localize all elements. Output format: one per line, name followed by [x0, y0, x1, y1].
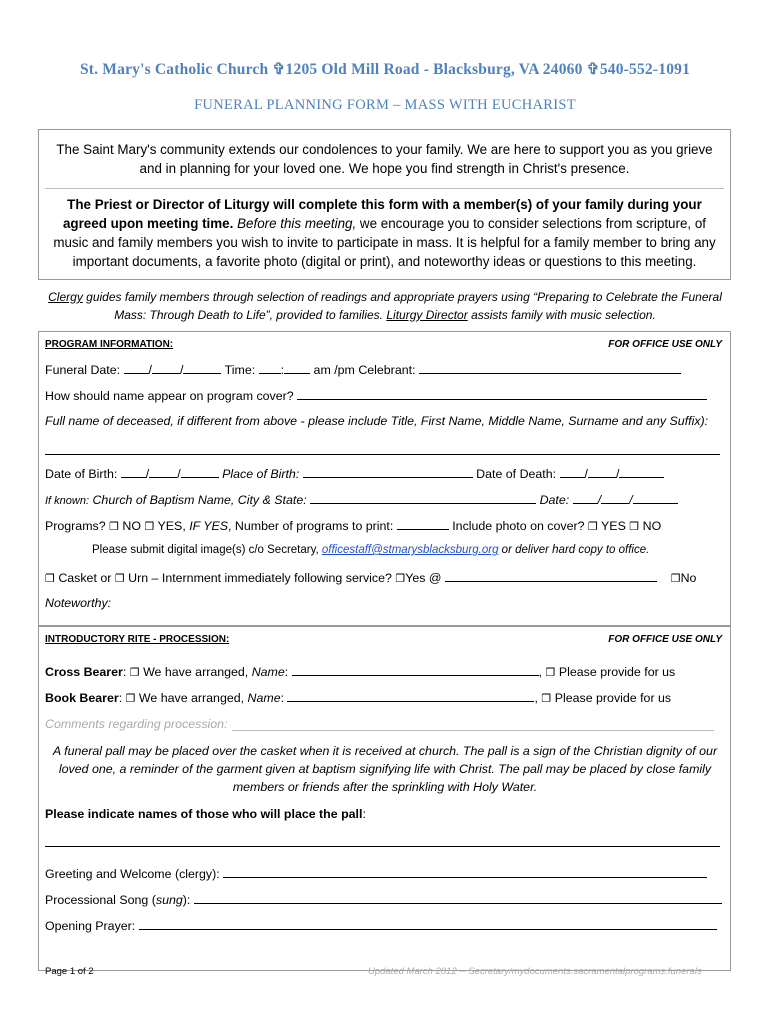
page-number: Page 1 of 2	[45, 966, 94, 977]
pall-names-label-text: Please indicate names of those who will place the pall	[45, 807, 363, 821]
cross-arranged-label: We have arranged,	[143, 665, 249, 679]
if-known-label: If known:	[45, 495, 90, 507]
intro-rest: we encourage you to consider selections from scripture, of music and family members you wish to invite to participate in mass. It is helpful for a family member to bring any important documents, a favorite photo (digital or print), and noteworthy ideas or questions to this meeting.	[53, 216, 716, 269]
interment-no-label: No	[680, 571, 697, 585]
if-yes-label: IF YES	[189, 519, 229, 533]
photo-no-checkbox[interactable]: ❐	[629, 520, 640, 533]
footer-updated: Updated March 2012 -- Secretary/mydocuments.sacramentalprograms.funerals	[368, 966, 702, 977]
liturgy-label: Liturgy Director	[386, 307, 468, 322]
time-minute[interactable]	[284, 362, 310, 374]
noteworthy-label: Noteworthy:	[45, 596, 112, 610]
cross-bearer-field[interactable]	[292, 664, 539, 676]
processional-label: Processional Song (	[45, 893, 156, 907]
photo-no-label: NO	[642, 519, 662, 533]
procession-heading-colon: :	[225, 634, 230, 645]
cross-provide-label: Please provide for us	[558, 665, 676, 679]
baptism-row: If known: Church of Baptism Name, City & State: Date: / /	[45, 492, 678, 507]
time-hour[interactable]	[259, 362, 281, 374]
baptism-day[interactable]	[601, 492, 629, 504]
baptism-month[interactable]	[573, 492, 598, 504]
cross-bearer-row: Cross Bearer: ❐ We have arranged, Name: , ❐ Please provide for us	[45, 665, 676, 679]
funeral-date-day[interactable]	[152, 362, 180, 374]
dod-day[interactable]	[588, 466, 616, 478]
programs-row	[45, 518, 661, 533]
greeting-row	[45, 866, 707, 881]
clergy-text: guides family members through selection of readings and appropriate prayers using “Preparing to Celebrate the Funeral Mass: Through Death to Life”, provided to families.	[86, 290, 722, 322]
program-office-use: FOR OFFICE USE ONLY	[608, 339, 722, 350]
sung-label: sung	[155, 893, 183, 907]
casket-checkbox[interactable]: ❐	[45, 572, 55, 585]
opening-prayer-field[interactable]	[139, 918, 717, 930]
clergy-note	[40, 289, 730, 324]
ampm-label: am /pm	[313, 363, 355, 377]
program-heading: PROGRAM INFORMATION:	[45, 339, 174, 350]
liturgy-text: assists family with music selection.	[471, 307, 656, 322]
book-provide-label: Please provide for us	[554, 691, 672, 705]
birth-death-row: Date of Birth: / / Place of Birth: Date of Death: / /	[45, 466, 664, 481]
book-provide-checkbox[interactable]: ❐	[541, 692, 552, 705]
programs-no-label: NO	[122, 519, 141, 533]
procession-heading-text: INTRODUCTORY RITE - PROCESSION	[45, 634, 226, 645]
pall-names-label: Please indicate names of those who will place the pall:	[45, 807, 366, 821]
casket-label: Casket or	[58, 571, 112, 585]
pall-names-field[interactable]	[45, 846, 720, 847]
cover-name-field[interactable]	[297, 388, 707, 400]
interment-no-checkbox[interactable]: ❐	[670, 572, 681, 585]
book-bearer-field[interactable]	[287, 690, 534, 702]
cross-bearer-label: Cross Bearer	[45, 665, 123, 679]
photo-yes-checkbox[interactable]: ❐	[587, 520, 598, 533]
num-programs-label: , Number of programs to print:	[228, 519, 394, 533]
church-header: St. Mary's Catholic Church ✞1205 Old Mill Road - Blacksburg, VA 24060 ✞540-552-1091	[79, 61, 691, 78]
pob-label: Place of Birth:	[222, 467, 300, 481]
cross-arranged-checkbox[interactable]: ❐	[129, 666, 140, 679]
book-bearer-row: Book Bearer: ❐ We have arranged, Name: , ❐ Please provide for us	[45, 691, 672, 705]
funeral-date-label: Funeral Date:	[45, 363, 121, 377]
intro-italic: Before this meeting,	[237, 216, 357, 231]
baptism-date-label: Date:	[539, 493, 570, 507]
pob-field[interactable]	[303, 466, 473, 478]
urn-label: Urn – Internment immediately following service?	[128, 571, 392, 585]
celebrant-label: Celebrant:	[358, 363, 416, 377]
processional-field[interactable]	[194, 892, 722, 904]
programs-label: Programs?	[45, 519, 106, 533]
funeral-date-year[interactable]	[183, 362, 221, 374]
submit-note	[92, 544, 649, 556]
programs-yes-checkbox[interactable]: ❐	[144, 520, 155, 533]
book-arranged-checkbox[interactable]: ❐	[125, 692, 136, 705]
form-title: FUNERAL PLANNING FORM – MASS WITH EUCHARIST	[194, 97, 576, 113]
opening-prayer-row	[45, 918, 717, 933]
comments-field[interactable]	[232, 730, 714, 731]
funeral-date-month[interactable]	[124, 362, 149, 374]
dob-month[interactable]	[121, 466, 146, 478]
casket-urn-row	[45, 570, 696, 585]
office-email-link[interactable]: officestaff@stmarysblacksburg.org	[321, 544, 499, 556]
processional-end: ):	[182, 893, 191, 907]
opening-prayer-label: Opening Prayer:	[45, 919, 136, 933]
celebrant-field[interactable]	[419, 362, 681, 374]
cover-name-row	[45, 388, 707, 403]
submit-text: Please submit digital image(s) c/o Secretary,	[92, 544, 319, 556]
procession-office-use: FOR OFFICE USE ONLY	[608, 634, 722, 645]
comments-label: Comments regarding procession:	[45, 717, 228, 731]
intro-instructions	[47, 195, 722, 271]
greeting-label: Greeting and Welcome (clergy):	[45, 867, 220, 881]
dob-day[interactable]	[149, 466, 177, 478]
interment-yes-checkbox[interactable]: ❐	[395, 572, 406, 585]
urn-checkbox[interactable]: ❐	[114, 572, 125, 585]
cover-name-label: How should name appear on program cover?	[45, 389, 294, 403]
cross-name-label: Name	[251, 665, 285, 679]
dod-label: Date of Death:	[476, 467, 557, 481]
comments-label-text: Comments regarding procession	[45, 717, 225, 731]
programs-yes-label: YES,	[157, 519, 186, 533]
dob-label: Date of Birth:	[45, 467, 118, 481]
baptism-label: Church of Baptism Name, City & State:	[92, 493, 307, 507]
interment-location-field[interactable]	[445, 570, 657, 582]
dob-year[interactable]	[181, 466, 219, 478]
fullname-label: Full name of deceased, if different from above - please include Title, First Name, Middle Name, Surname and any Suffix):	[45, 414, 709, 428]
cross-provide-checkbox[interactable]: ❐	[545, 666, 556, 679]
funeral-date-row: Funeral Date: / / Time: : am /pm Celebrant:	[45, 362, 681, 377]
book-name-label: Name	[247, 691, 281, 705]
intro-bold: The Priest or Director of Liturgy will complete this form with a member(s) of your family during your agreed upon meeting time.	[62, 197, 702, 231]
pall-note: A funeral pall may be placed over the casket when it is received at church. The pall is a sign of the Christian dignity of our loved one, a reminder of the garment given at baptism signifying life with Christ. The pall may be placed by close family members or friends after the sprinkling with Holy Water.	[52, 744, 718, 794]
dod-month[interactable]	[560, 466, 585, 478]
fullname-field[interactable]	[45, 454, 720, 455]
dod-year[interactable]	[619, 466, 664, 478]
time-label: Time:	[224, 363, 256, 377]
baptism-field[interactable]	[310, 492, 536, 504]
intro-condolences: The Saint Mary's community extends our condolences to your family. We are here to support you as you grieve and in planning for your loved one. We hope you find strength in Christ's presence.	[56, 142, 713, 176]
programs-no-checkbox[interactable]: ❐	[109, 520, 119, 533]
baptism-year[interactable]	[633, 492, 678, 504]
processional-row	[45, 892, 722, 907]
book-bearer-label: Book Bearer	[45, 691, 119, 705]
interment-yes-label: Yes @	[405, 571, 442, 585]
photo-label: Include photo on cover?	[452, 519, 585, 533]
clergy-label: Clergy	[48, 290, 83, 304]
intro-divider	[45, 188, 724, 189]
photo-yes-label: YES	[601, 519, 626, 533]
num-programs-field[interactable]	[397, 518, 449, 530]
book-arranged-label: We have arranged,	[138, 691, 245, 705]
procession-heading	[45, 634, 229, 645]
intro-box	[38, 129, 731, 280]
submit-text-end: or deliver hard copy to office.	[501, 544, 650, 556]
greeting-field[interactable]	[223, 866, 707, 878]
